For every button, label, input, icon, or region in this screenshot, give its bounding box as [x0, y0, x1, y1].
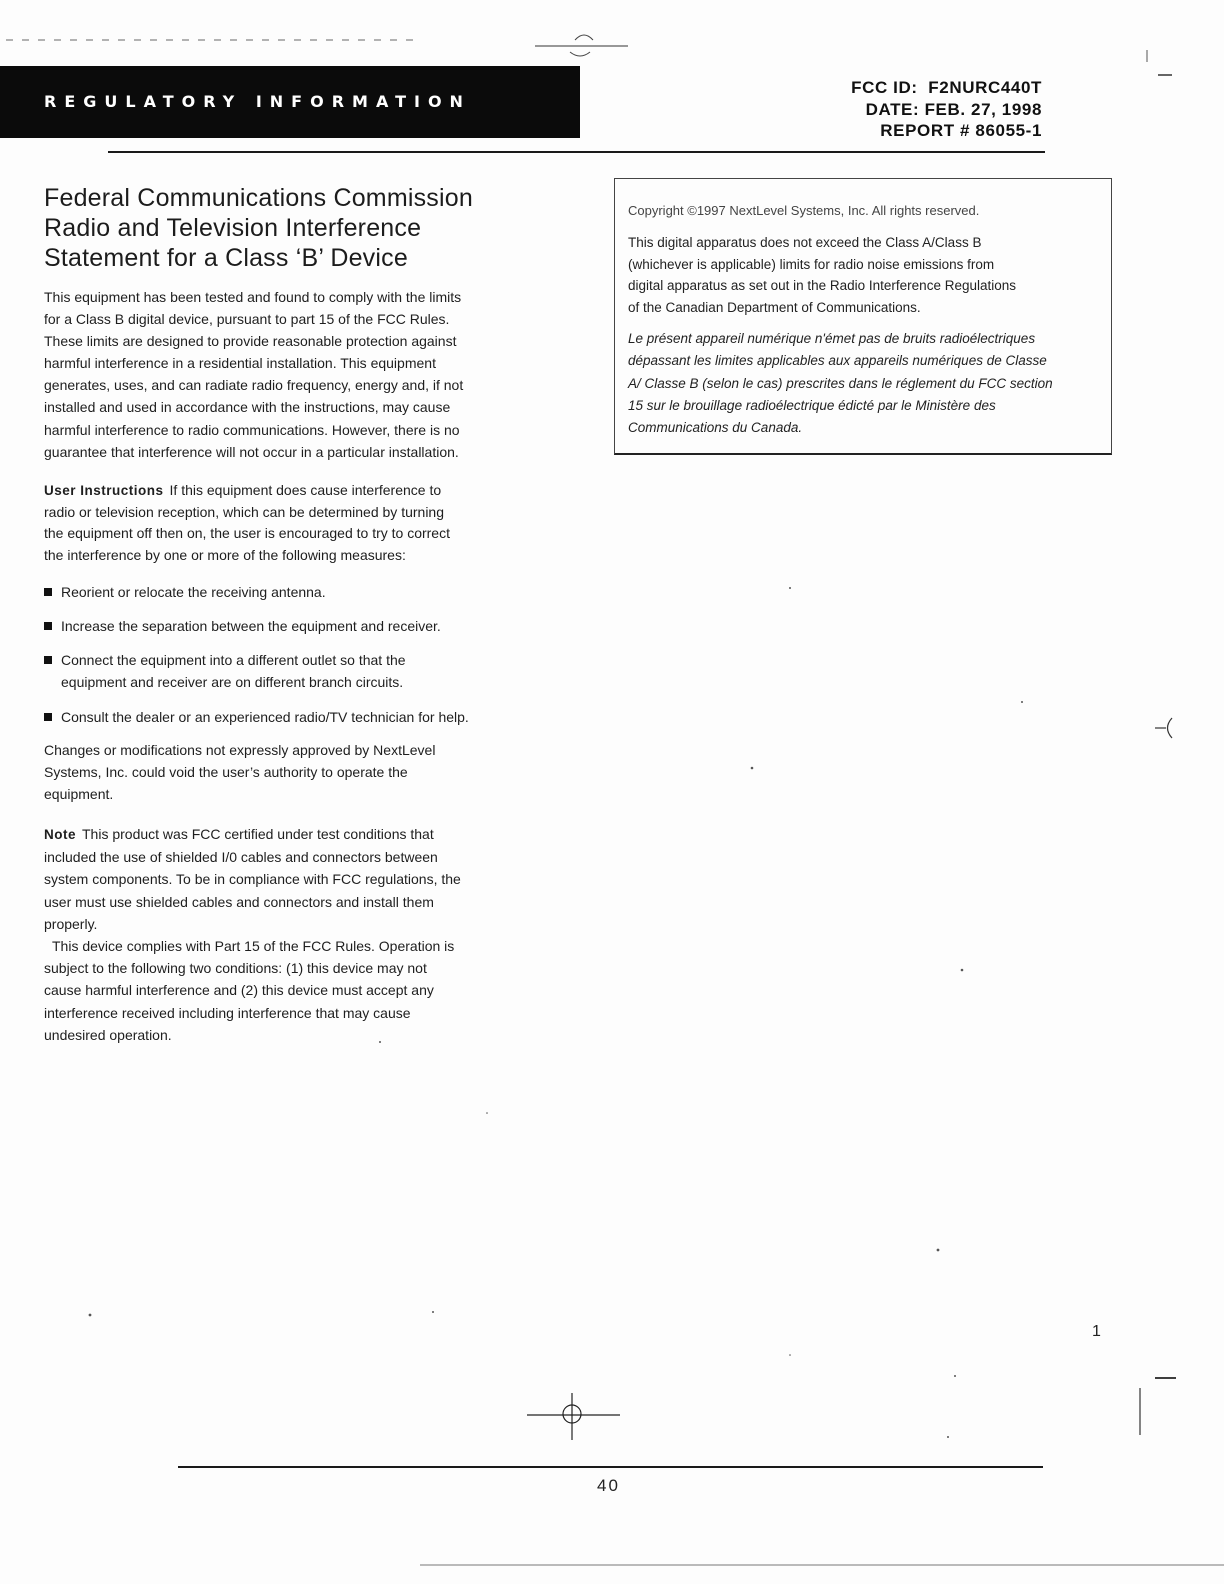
text-line: system components. To be in compliance with FCC regulations, the: [44, 871, 461, 888]
scan-speck: [961, 969, 964, 972]
text-line: the interference by one or more of the following measures:: [44, 547, 406, 564]
text-line: Increase the separation between the equipment and receiver.: [61, 618, 441, 634]
scan-speck: [432, 1311, 434, 1313]
crop-mark-top-arc: [575, 35, 593, 40]
text-line: Consult the dealer or an experienced radio/TV technician for help.: [61, 709, 469, 725]
text-line: subject to the following two conditions: (1) this device may not: [44, 960, 427, 977]
canadian-notice-box: [614, 178, 1112, 455]
scan-speck: [89, 1314, 92, 1317]
trim-arc-mid-right: [1168, 718, 1173, 738]
text-line: equipment and receiver are on different branch circuits.: [61, 674, 404, 690]
title-line: Radio and Television Interference: [44, 214, 422, 242]
text-line: harmful interference to radio communications. However, there is no: [44, 421, 460, 438]
section-banner-title: REGULATORY INFORMATION: [44, 92, 471, 111]
text-line: 15 sur le brouillage radioélectrique édicté par le Ministère des: [628, 397, 996, 413]
page-title: [44, 183, 473, 273]
text-line: Copyright ©1997 NextLevel Systems, Inc. All rights reserved.: [628, 203, 980, 218]
text-line: the equipment off then on, the user is encouraged to try to correct: [44, 525, 450, 542]
text-line: properly.: [44, 915, 98, 932]
footer-rule: [178, 1466, 1043, 1468]
text-line: radio or television reception, which can be determined by turning: [44, 503, 445, 520]
note-paragraph: [44, 823, 461, 1046]
text-line: [44, 480, 450, 502]
scan-speck: [751, 767, 754, 770]
text-line: guarantee that interference will not occur in a particular installation.: [44, 443, 459, 460]
text-line: A/ Classe B (selon le cas) prescrites dans le réglement du FCC section: [628, 375, 1053, 391]
text-line: Communications du Canada.: [628, 420, 803, 435]
text-line: [44, 823, 461, 846]
section-banner: [0, 66, 580, 138]
text-line: These limits are designed to provide reasonable protection against: [44, 333, 457, 350]
title-line: Statement for a Class ‘B’ Device: [44, 244, 408, 272]
text-line: for a Class B digital device, pursuant to part 15 of the FCC Rules.: [44, 311, 450, 328]
text-line: Reorient or relocate the receiving antenna.: [61, 584, 326, 600]
english-notice: [628, 232, 1016, 319]
scan-speck: [954, 1375, 956, 1377]
text-fragment: This product was FCC certified under test conditions that: [82, 826, 434, 842]
text-line: digital apparatus as set out in the Radio Interference Regulations: [628, 278, 1016, 294]
header-rule: [108, 151, 1045, 153]
text-line: Changes or modifications not expressly approved by NextLevel: [44, 742, 436, 758]
bullet-square-icon: [44, 656, 52, 664]
scan-speck: [1021, 701, 1023, 703]
intro-paragraph: [44, 286, 463, 463]
text-line: undesired operation.: [44, 1026, 172, 1043]
scan-speck: [789, 1354, 791, 1356]
text-line: of the Canadian Department of Communications.: [628, 300, 921, 316]
crop-mark-top-arc-lower: [570, 52, 590, 56]
fcc-id: FCC ID: F2NURC440T: [851, 78, 1042, 97]
copyright-notice: [628, 201, 979, 221]
text-line: This device complies with Part 15 of the FCC Rules. Operation is: [52, 938, 455, 955]
page-number: 40: [597, 1476, 620, 1495]
bullet-square-icon: [44, 622, 52, 630]
margin-number: 1: [1092, 1323, 1101, 1340]
text-line: This equipment has been tested and found to comply with the limits: [44, 289, 462, 305]
text-line: (whichever is applicable) limits for radio noise emissions from: [628, 256, 995, 272]
text-line: Connect the equipment into a different outlet so that the: [61, 652, 406, 668]
french-notice: [628, 328, 1053, 439]
scan-speck: [789, 587, 791, 589]
text-line: Systems, Inc. could void the user’s authority to operate the: [44, 764, 408, 780]
note-label: Note: [44, 827, 76, 842]
text-line: installed and used in accordance with the instructions, may cause: [44, 399, 451, 416]
user-instructions-paragraph: [44, 480, 450, 567]
report-number: REPORT # 86055-1: [880, 121, 1042, 140]
user-instructions-label: User Instructions: [44, 483, 164, 498]
text-line: equipment.: [44, 786, 114, 802]
text-line: included the use of shielded I/0 cables and connectors between: [44, 849, 438, 866]
text-line: This digital apparatus does not exceed the Class A/Class B: [628, 235, 982, 250]
text-line: cause harmful interference and (2) this device must accept any: [44, 982, 434, 999]
title-line: Federal Communications Commission: [44, 184, 473, 212]
text-line: dépassant les limites applicables aux appareils numériques de Classe: [628, 353, 1047, 369]
text-fragment: If this equipment does cause interference to: [169, 482, 442, 498]
text-line: generates, uses, and can radiate radio frequency, energy and, if not: [44, 377, 464, 394]
report-id-block: [851, 77, 1042, 142]
bullet-square-icon: [44, 588, 52, 596]
crosshair-circle: [563, 1405, 581, 1423]
bullet-square-icon: [44, 713, 52, 721]
text-line: Le présent appareil numérique n'émet pas de bruits radioélectriques: [628, 331, 1036, 346]
scan-speck: [947, 1436, 949, 1438]
text-line: user must use shielded cables and connectors and install them: [44, 893, 434, 910]
scan-speck: [486, 1112, 488, 1114]
scan-speck: [937, 1249, 940, 1252]
changes-paragraph: [44, 739, 435, 805]
text-line: interference received including interference that may cause: [44, 1004, 411, 1021]
text-line: harmful interference in a residential installation. This equipment: [44, 355, 436, 372]
report-date: DATE: FEB. 27, 1998: [865, 99, 1042, 119]
